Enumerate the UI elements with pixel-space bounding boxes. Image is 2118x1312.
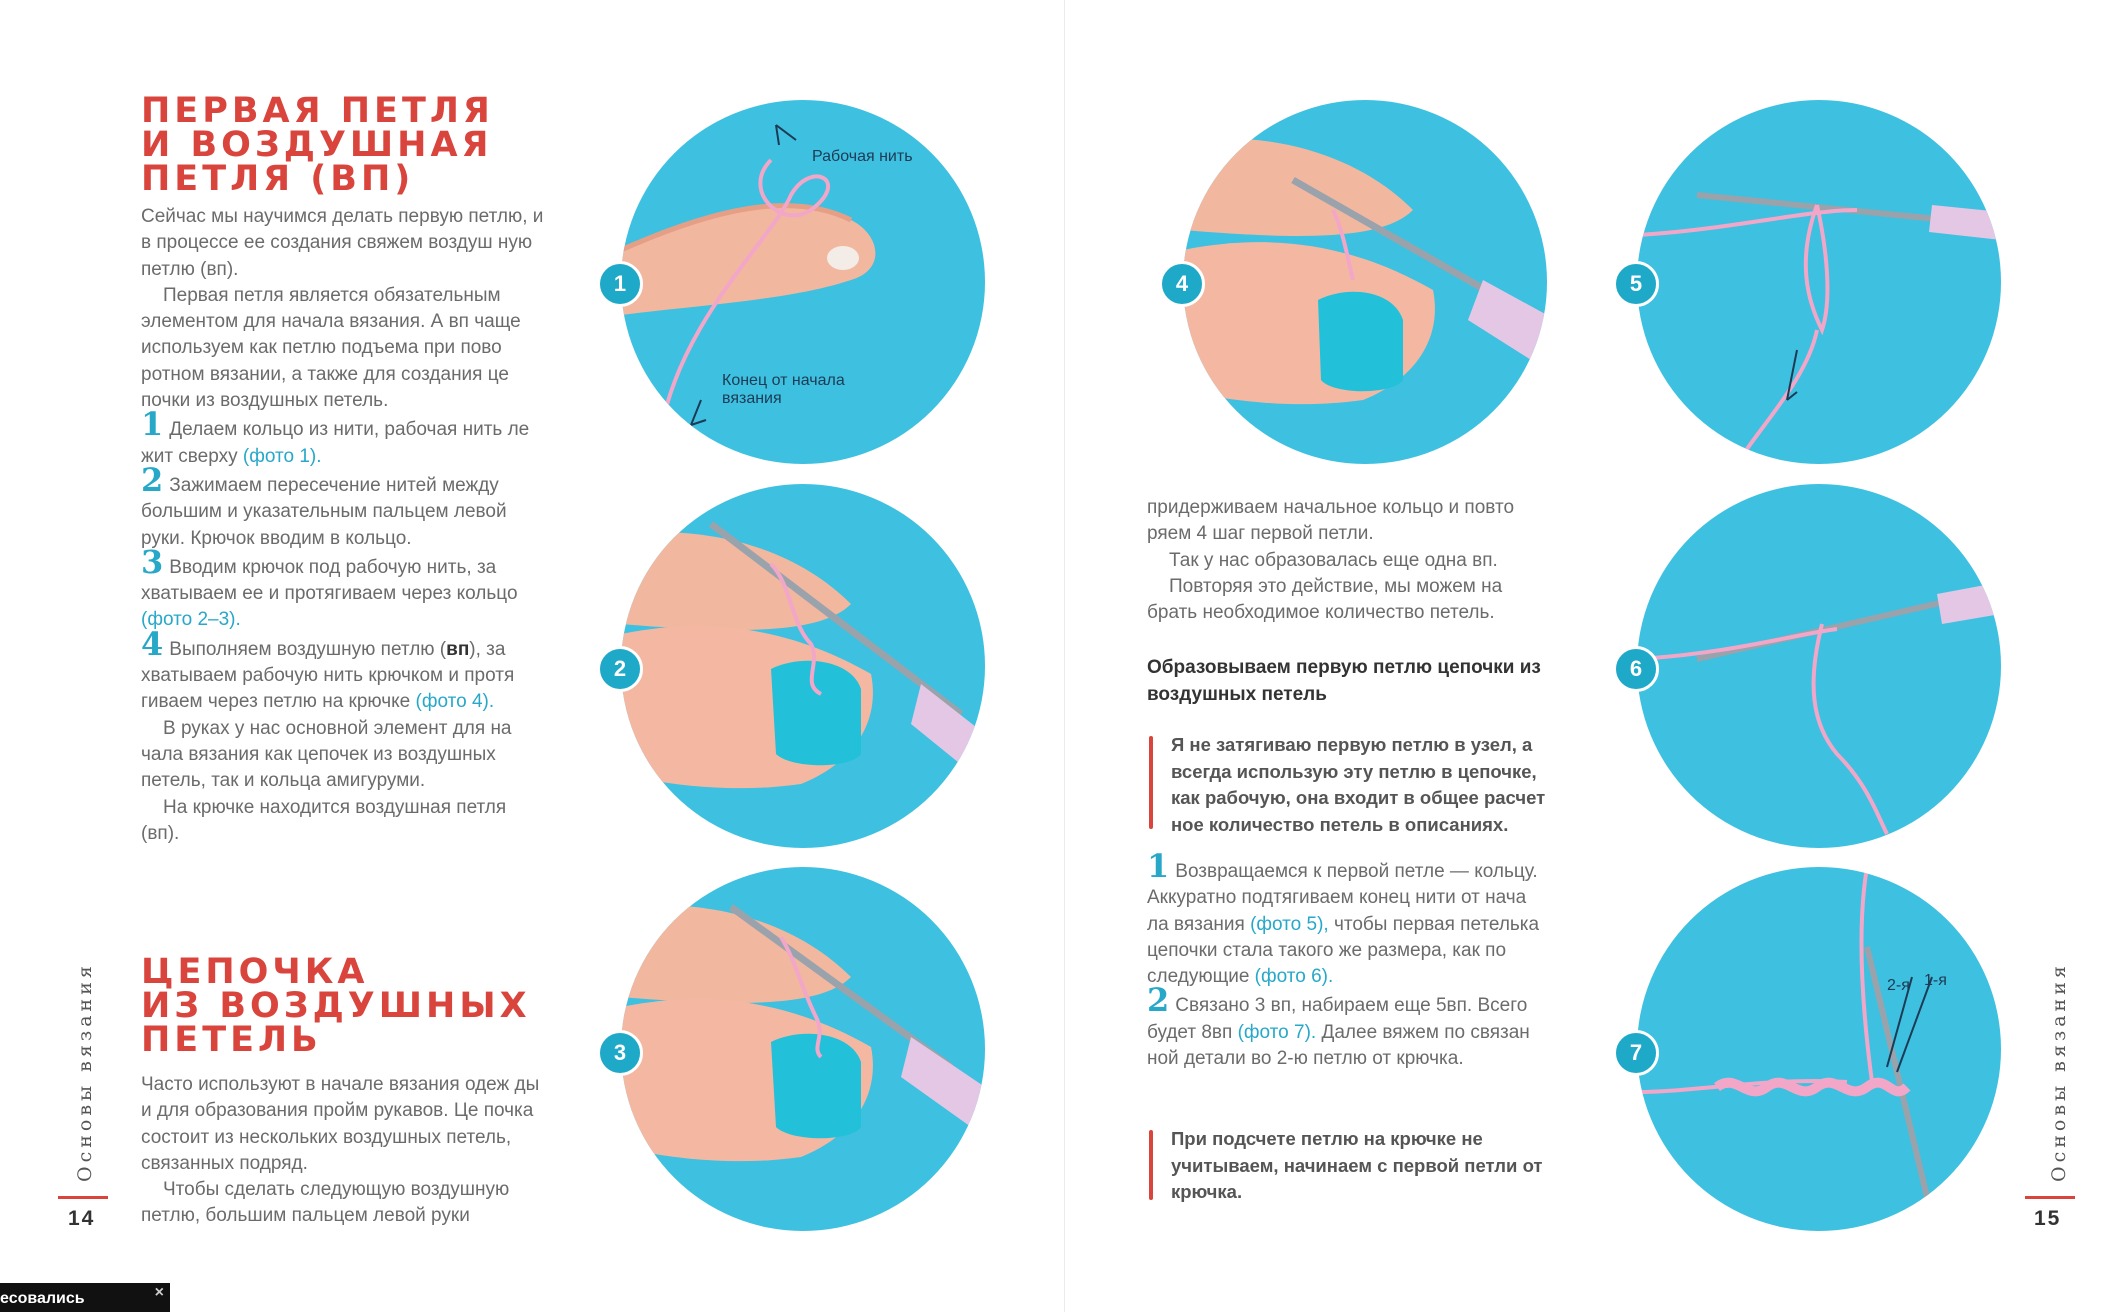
photo-badge-1: 1 bbox=[597, 261, 643, 307]
photo-badge-4: 4 bbox=[1159, 261, 1205, 307]
label-second-loop: 2-я bbox=[1887, 977, 1910, 994]
photo-4-image bbox=[1183, 100, 1547, 464]
step-text: Возвращаемся к первой петле — кольцу. Аккуратно подтягиваем конец нити от нача ла вязания bbox=[1147, 861, 1538, 935]
step-3 bbox=[141, 542, 546, 634]
heading-first-loop bbox=[141, 91, 494, 199]
photo-2 bbox=[621, 484, 985, 848]
step-1 bbox=[141, 405, 546, 470]
continued-text bbox=[1147, 495, 1552, 626]
photo-badge-5: 5 bbox=[1613, 261, 1659, 307]
step-text: Делаем кольцо из нити, рабочая нить ле жит сверху bbox=[141, 419, 530, 467]
photo-4 bbox=[1183, 100, 1547, 464]
step-text: Далее вяжем по связан ной детали во 2-ю петлю от крючка. bbox=[1147, 1021, 1530, 1070]
step-number: 1 bbox=[1147, 847, 1170, 885]
heading-chain bbox=[141, 952, 531, 1060]
label-first-loop: 1-я bbox=[1924, 972, 1947, 989]
heading-line: И ВОЗДУШНАЯ bbox=[141, 125, 493, 165]
heading-line: ПЕРВАЯ ПЕТЛЯ bbox=[141, 91, 494, 131]
right-page bbox=[1065, 0, 2118, 1312]
step-text: Зажимаем пересечение нитей между большим и указательным пальцем левой руки. Крючок вводим в кольцо. bbox=[141, 474, 507, 549]
photo-ref: (фото 6). bbox=[1254, 966, 1334, 988]
heading-line: ЦЕПОЧКА bbox=[141, 952, 369, 992]
abbr-vp: вп bbox=[446, 638, 470, 660]
photo-6-image bbox=[1637, 484, 2001, 848]
photo-badge-2: 2 bbox=[597, 646, 643, 692]
side-section-title: Основы вязания bbox=[2048, 962, 2070, 1182]
heading-line: ИЗ ВОЗДУШНЫХ bbox=[141, 986, 531, 1026]
label-line: вязания bbox=[722, 390, 782, 407]
photo-3 bbox=[621, 867, 985, 1231]
label-working-yarn: Рабочая нить bbox=[812, 148, 913, 165]
page-number: 15 bbox=[2034, 1207, 2062, 1230]
chain-steps bbox=[1147, 847, 1552, 1072]
step-number: 1 bbox=[141, 405, 164, 444]
step-number: 2 bbox=[141, 460, 164, 499]
photo-5 bbox=[1637, 100, 2001, 464]
step-text: Вводим крючок под рабочую нить, за хватываем ее и протягиваем через кольцо bbox=[141, 556, 518, 605]
heading-line: ПЕТЕЛЬ bbox=[141, 1020, 322, 1060]
page-number-rule bbox=[2025, 1196, 2075, 1199]
photo-badge-7: 7 bbox=[1613, 1030, 1659, 1076]
label-tail-end bbox=[722, 372, 845, 408]
body-paragraph: Повторяя это действие, мы можем на брать необходимое количество петель. bbox=[1147, 575, 1503, 624]
photo-5-image bbox=[1637, 100, 2001, 464]
photo-ref: (фото 2–3). bbox=[141, 609, 241, 631]
side-section-title: Основы вязания bbox=[74, 962, 96, 1182]
photo-7 bbox=[1637, 867, 2001, 1231]
author-note-1: Я не затягиваю первую петлю в узел, а всегда использую эту петлю в цепочке, как рабочую, она входит в общее расчет ное количество петель в описаниях. bbox=[1149, 732, 1556, 838]
close-icon[interactable]: × bbox=[154, 1284, 164, 1301]
step-text: Выполняем воздушную петлю ( bbox=[169, 638, 447, 660]
photo-ref: (фото 5), bbox=[1250, 913, 1329, 935]
photo-6 bbox=[1637, 484, 2001, 848]
photo-ref: (фото 4). bbox=[415, 691, 495, 713]
intro-text bbox=[141, 204, 546, 847]
chain-step-2 bbox=[1147, 981, 1552, 1072]
body-paragraph: Чтобы сделать следующую воздушную петлю, большим пальцем левой руки bbox=[141, 1179, 510, 1227]
body-paragraph: Часто используют в начале вязания одеж ды и для образования пройм рукавов. Це почка состоит из нескольких воздушных петель, связанных подряд. bbox=[141, 1074, 540, 1174]
photo-ref: (фото 7). bbox=[1237, 1021, 1317, 1043]
photo-1 bbox=[621, 100, 985, 464]
toast-text: есовались bbox=[0, 1290, 85, 1307]
photo-badge-6: 6 bbox=[1613, 646, 1659, 692]
intro-paragraph: Сейчас мы научимся делать первую петлю, и в процессе ее создания свяжем воздуш ную петлю (вп). bbox=[141, 206, 544, 280]
notification-toast bbox=[0, 1283, 170, 1312]
photo-2-image bbox=[621, 484, 985, 848]
body-paragraph: На крючке находится воздушная петля (вп). bbox=[141, 796, 507, 844]
step-number: 2 bbox=[1147, 981, 1170, 1020]
step-number: 4 bbox=[141, 624, 164, 663]
photo-3-image bbox=[621, 867, 985, 1231]
heading-line: ПЕТЛЯ (ВП) bbox=[141, 159, 415, 199]
page-number: 14 bbox=[68, 1207, 96, 1230]
page-number-rule bbox=[58, 1196, 108, 1199]
author-note-2: При подсчете петлю на крючке не учитываем, начинаем с первой петли от крючка. bbox=[1149, 1126, 1556, 1206]
photo-badge-3: 3 bbox=[597, 1030, 643, 1076]
step-text: чтобы первая петелька цепочки стала такого же размера, как по следующие bbox=[1147, 913, 1540, 988]
step-2 bbox=[141, 460, 546, 552]
step-4 bbox=[141, 624, 546, 716]
step-text: Связано 3 вп, набираем еще 5вп. Всего будет 8вп bbox=[1147, 995, 1528, 1043]
photo-7-image bbox=[1637, 867, 2001, 1231]
photo-1-image bbox=[621, 100, 985, 464]
chain-text bbox=[141, 1072, 546, 1230]
chain-step-1 bbox=[1147, 847, 1552, 990]
subheading-first-chain-loop: Образовываем первую петлю цепочки из воздушных петель bbox=[1147, 657, 1541, 705]
intro-paragraph: Первая петля является обязательным элементом для начала вязания. А вп чаще используем как петлю подъема при пово ротном вязании, а также для создания це почки из воздушных петель. bbox=[141, 284, 521, 412]
body-paragraph: Так у нас образовалась еще одна вп. bbox=[1169, 549, 1498, 571]
label-line: Конец от начала bbox=[722, 372, 845, 389]
body-paragraph: придерживаем начальное кольцо и повто ряем 4 шаг первой петли. bbox=[1147, 497, 1515, 545]
step-number: 3 bbox=[141, 542, 164, 581]
body-paragraph: В руках у нас основной элемент для на чала вязания как цепочек из воздушных петель, так и кольца амигуруми. bbox=[141, 717, 512, 792]
step-text: ), за хватываем рабочую нить крючком и протя гиваем через петлю на крючке bbox=[141, 638, 515, 713]
photo-ref: (фото 1). bbox=[242, 445, 322, 467]
